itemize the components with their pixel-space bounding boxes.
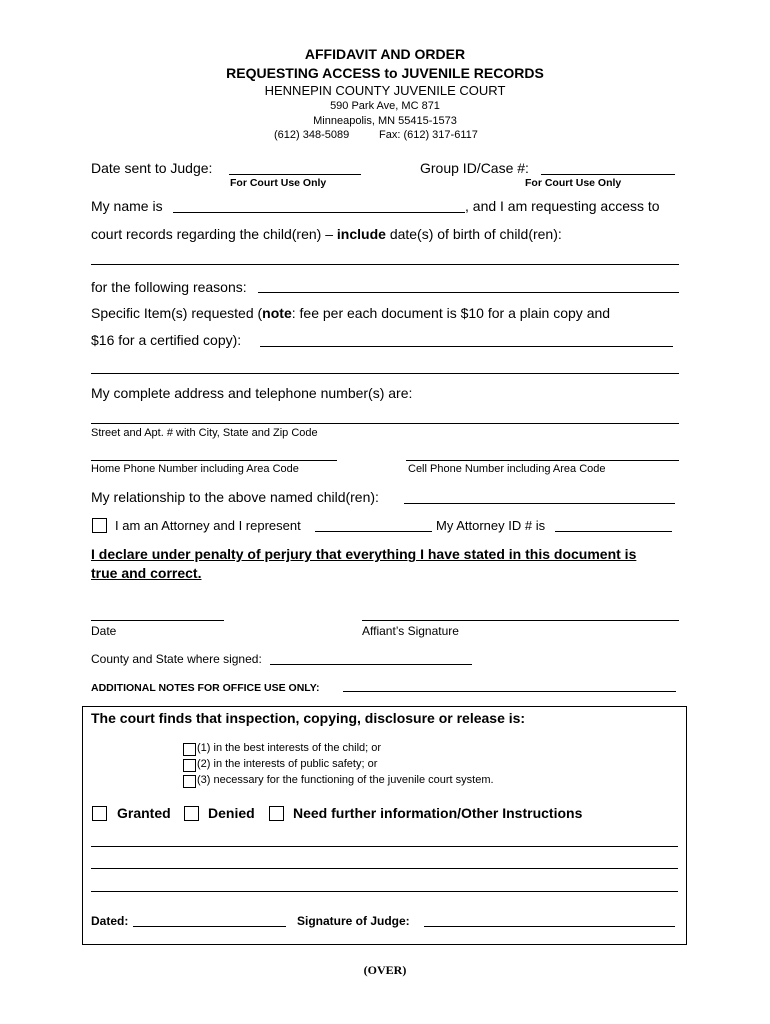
court-address-line1: 590 Park Ave, MC 871 bbox=[330, 100, 440, 112]
dated-field[interactable] bbox=[133, 926, 286, 927]
finding-option-3-label: (3) necessary for the functioning of the juvenile court system. bbox=[197, 774, 494, 786]
declaration-line2: true and correct. bbox=[91, 565, 202, 581]
date-label: Date bbox=[91, 624, 117, 638]
finding-option-2-checkbox[interactable] bbox=[183, 759, 196, 772]
court-use-note-right: For Court Use Only bbox=[525, 177, 622, 189]
granted-checkbox[interactable] bbox=[92, 806, 107, 821]
address-intro: My complete address and telephone number(s) are: bbox=[91, 385, 413, 401]
attorney-id-label: My Attorney ID # is bbox=[436, 518, 546, 533]
denied-label: Denied bbox=[208, 805, 255, 821]
affiant-signature-label: Affiant’s Signature bbox=[362, 624, 459, 638]
attorney-represent-label: I am an Attorney and I represent bbox=[115, 518, 301, 533]
cell-phone-field[interactable] bbox=[406, 460, 679, 461]
group-case-label: Group ID/Case #: bbox=[420, 160, 529, 176]
specific-items-suffix: : fee per each document is $10 for a plain copy and bbox=[291, 305, 611, 321]
finding-option-1-checkbox[interactable] bbox=[183, 743, 196, 756]
street-address-field[interactable] bbox=[91, 423, 679, 424]
specific-items-field-2[interactable] bbox=[91, 373, 679, 374]
dated-label: Dated: bbox=[91, 914, 129, 928]
court-records-prefix: court records regarding the child(ren) – bbox=[91, 226, 334, 242]
finding-option-3-checkbox[interactable] bbox=[183, 775, 196, 788]
group-case-field[interactable] bbox=[541, 174, 675, 175]
instructions-line-1[interactable] bbox=[91, 846, 678, 847]
date-signed-field[interactable] bbox=[91, 620, 224, 621]
court-address-line2: Minneapolis, MN 55415-1573 bbox=[313, 115, 457, 127]
relationship-field[interactable] bbox=[404, 503, 675, 504]
additional-notes-label: ADDITIONAL NOTES FOR OFFICE USE ONLY: bbox=[91, 682, 320, 694]
form-title-line2: REQUESTING ACCESS to JUVENILE RECORDS bbox=[226, 65, 544, 81]
my-name-label: My name is bbox=[91, 198, 163, 214]
specific-items-prefix: Specific Item(s) requested ( bbox=[91, 305, 263, 321]
cell-phone-caption: Cell Phone Number including Area Code bbox=[408, 463, 606, 475]
additional-notes-field[interactable] bbox=[343, 691, 676, 692]
date-sent-field[interactable] bbox=[229, 174, 361, 175]
further-info-label: Need further information/Other Instructions bbox=[293, 805, 583, 821]
court-phone: (612) 348-5089 bbox=[274, 129, 350, 141]
declaration-line1: I declare under penalty of perjury that everything I have stated in this document is bbox=[91, 546, 637, 562]
court-fax: Fax: (612) 317-6117 bbox=[379, 129, 478, 141]
dob-field[interactable] bbox=[91, 264, 679, 265]
attorney-id-field[interactable] bbox=[555, 531, 672, 532]
home-phone-caption: Home Phone Number including Area Code bbox=[91, 463, 299, 475]
certified-copy-label: $16 for a certified copy): bbox=[91, 332, 242, 348]
county-state-field[interactable] bbox=[270, 664, 472, 665]
instructions-line-3[interactable] bbox=[91, 891, 678, 892]
granted-label: Granted bbox=[117, 805, 171, 821]
court-finding-box bbox=[82, 706, 687, 945]
note-word: note bbox=[262, 305, 292, 321]
judge-signature-field[interactable] bbox=[424, 926, 675, 927]
court-use-note-left: For Court Use Only bbox=[230, 177, 327, 189]
court-name: HENNEPIN COUNTY JUVENILE COURT bbox=[264, 83, 506, 98]
instructions-line-2[interactable] bbox=[91, 868, 678, 869]
county-state-label: County and State where signed: bbox=[91, 652, 262, 666]
street-caption: Street and Apt. # with City, State and Zip Code bbox=[91, 427, 318, 439]
form-title-line1: AFFIDAVIT AND ORDER bbox=[304, 46, 466, 62]
following-reasons-label: for the following reasons: bbox=[91, 279, 247, 295]
attorney-checkbox[interactable] bbox=[92, 518, 107, 533]
further-info-checkbox[interactable] bbox=[269, 806, 284, 821]
attorney-represent-field[interactable] bbox=[315, 531, 432, 532]
requesting-access-text: , and I am requesting access to bbox=[465, 198, 660, 214]
over-indicator: (OVER) bbox=[363, 963, 407, 977]
court-finding-heading: The court finds that inspection, copying, disclosure or release is: bbox=[91, 710, 526, 726]
finding-option-2-label: (2) in the interests of public safety; or bbox=[197, 758, 378, 770]
judge-signature-label: Signature of Judge: bbox=[297, 914, 410, 928]
specific-items-field[interactable] bbox=[260, 346, 673, 347]
name-field[interactable] bbox=[173, 212, 465, 213]
court-records-suffix: date(s) of birth of child(ren): bbox=[389, 226, 562, 242]
home-phone-field[interactable] bbox=[91, 460, 337, 461]
include-word: include bbox=[336, 226, 386, 242]
denied-checkbox[interactable] bbox=[184, 806, 199, 821]
finding-option-1-label: (1) in the best interests of the child; or bbox=[197, 742, 382, 754]
court-records-line bbox=[91, 226, 562, 242]
specific-items-line bbox=[91, 305, 610, 321]
reasons-field[interactable] bbox=[258, 292, 679, 293]
relationship-label: My relationship to the above named child(ren): bbox=[91, 489, 379, 505]
affiant-signature-field[interactable] bbox=[362, 620, 679, 621]
date-sent-label: Date sent to Judge: bbox=[91, 160, 213, 176]
